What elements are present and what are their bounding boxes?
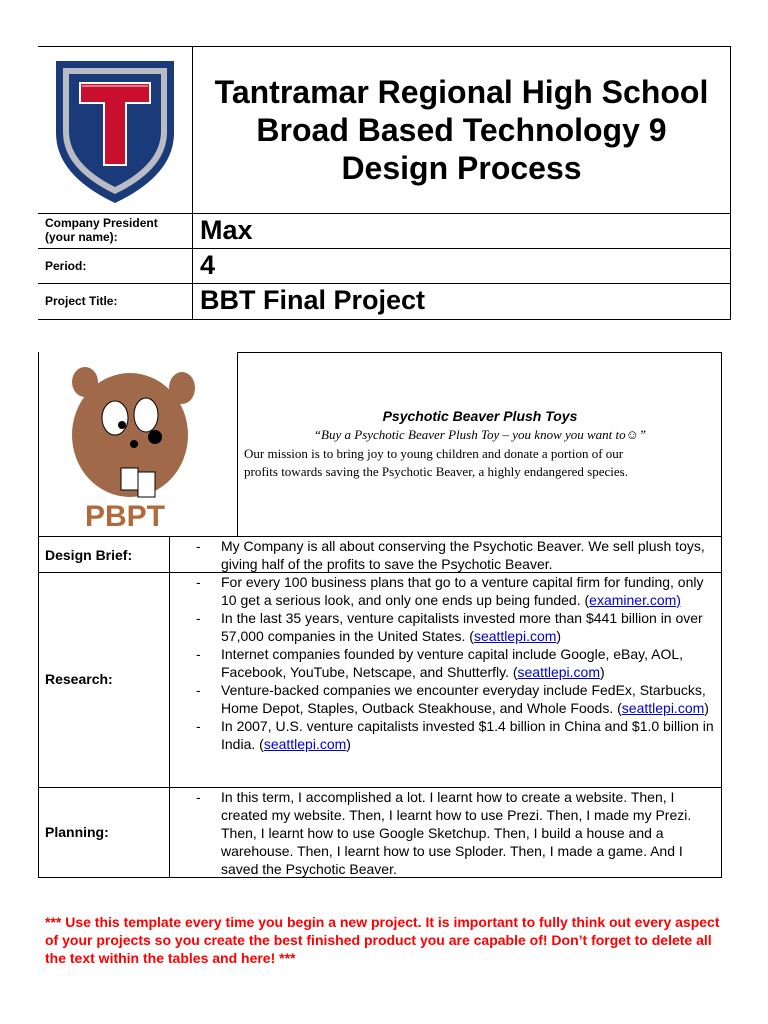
president-label-line1: Company President (45, 216, 158, 230)
list-item-text: My Company is all about conserving the Psychotic Beaver. We sell plush toys, giving half of the profits to save the Psychotic Beaver. (221, 538, 705, 572)
header-row-period (38, 249, 731, 284)
document-name: Design Process (341, 150, 582, 186)
border-left (38, 352, 39, 878)
list-item-text: In this term, I accomplished a lot. I learnt how to create a website. Then, I created my website. Then, I learnt how to use Prezi. Then, I made my Prezi. Then, I learnt how to use Google Sketchup. Then, I build a house and a warehouse. Then, I learnt how to use Sploder. Then, I made a game. And I saved the Psychotic Beaver. (221, 789, 692, 877)
source-link[interactable]: seattlepi.com (517, 664, 600, 680)
list-item-text: In the last 35 years, venture capitalists invested more than $441 billion in over 57,000 companies in the United States. ( (221, 610, 703, 644)
bullet-dash: - (196, 538, 201, 554)
project-title-value: BBT Final Project (200, 285, 426, 315)
company-slogan: “Buy a Psychotic Beaver Plush Toy – you know you want to☺” (313, 427, 647, 442)
bullet-dash: - (196, 610, 201, 626)
list-item-text: Venture-backed companies we encounter everyday include FedEx, Starbucks, Home Depot, Staples, Outback Steakhouse, and Whole Foods. ( (221, 682, 706, 716)
president-label (45, 216, 158, 244)
course-name: Broad Based Technology 9 (256, 112, 667, 148)
mission-line-2: profits towards saving the Psychotic Beaver, a highly endangered species. (244, 464, 628, 479)
source-link[interactable]: seattlepi.com (621, 700, 705, 716)
border-top (237, 352, 722, 353)
source-link[interactable]: seattlepi.com (473, 628, 557, 644)
period-value: 4 (200, 250, 216, 280)
list-item-text: Internet companies founded by venture capital include Google, eBay, AOL, Facebook, YouTube, Netscape, and Shutterfly. ( (221, 646, 684, 680)
list-item-text-end: ) (704, 700, 709, 716)
planning-list (196, 788, 716, 878)
design-brief-list (196, 537, 716, 573)
list-item (196, 537, 716, 573)
label-divider (169, 536, 170, 878)
header-table (38, 46, 731, 320)
header-row-title (38, 47, 731, 214)
research-label: Research: (45, 671, 113, 687)
header-row-president (38, 214, 731, 249)
mission-line-1: Our mission is to bring joy to young children and donate a portion of our (244, 446, 624, 461)
bullet-dash: - (196, 789, 201, 805)
list-item (196, 609, 716, 645)
list-item (196, 645, 716, 681)
list-item-text-end: ) (556, 628, 562, 644)
period-label: Period: (45, 259, 87, 273)
list-item (196, 573, 716, 609)
president-label-line2: (your name): (45, 230, 118, 244)
company-logo (48, 358, 238, 536)
bullet-dash: - (196, 718, 201, 734)
list-item-text: For every 100 business plans that go to a venture capital firm for funding, only 10 get a serious look, and only one ends up being funded. ( (221, 574, 704, 608)
bullet-dash: - (196, 574, 201, 590)
project-title-label: Project Title: (45, 294, 118, 308)
design-brief-label: Design Brief: (45, 547, 133, 563)
company-info (238, 408, 722, 481)
school-name: Tantramar Regional High School (214, 74, 709, 110)
bullet-dash: - (196, 646, 201, 662)
list-item-text-end: ) (346, 736, 351, 752)
source-link[interactable]: seattlepi.com (263, 736, 347, 752)
list-item-text-end: ) (600, 664, 605, 680)
president-value: Max (200, 215, 253, 245)
company-mission (244, 445, 722, 481)
list-item-text: In 2007, U.S. venture capitalists invested $1.4 billion in China and $1.0 billion in India. ( (221, 718, 714, 752)
list-item (196, 717, 716, 753)
company-name: Psychotic Beaver Plush Toys (382, 408, 578, 424)
company-logo-text: PBPT (85, 500, 166, 533)
source-link[interactable]: examiner.com) (589, 592, 681, 608)
planning-label: Planning: (45, 824, 109, 840)
company-table (38, 352, 722, 878)
header-row-project (38, 284, 731, 319)
list-item (196, 788, 716, 878)
research-list (196, 573, 716, 753)
template-note: *** Use this template every time you begin a new project. It is important to fully think out every aspect of your projects so you create the best finished product you are capable of! Don’t forget to delete all the text within the tables and here! *** (45, 914, 720, 966)
bullet-dash: - (196, 682, 201, 698)
list-item (196, 681, 716, 717)
